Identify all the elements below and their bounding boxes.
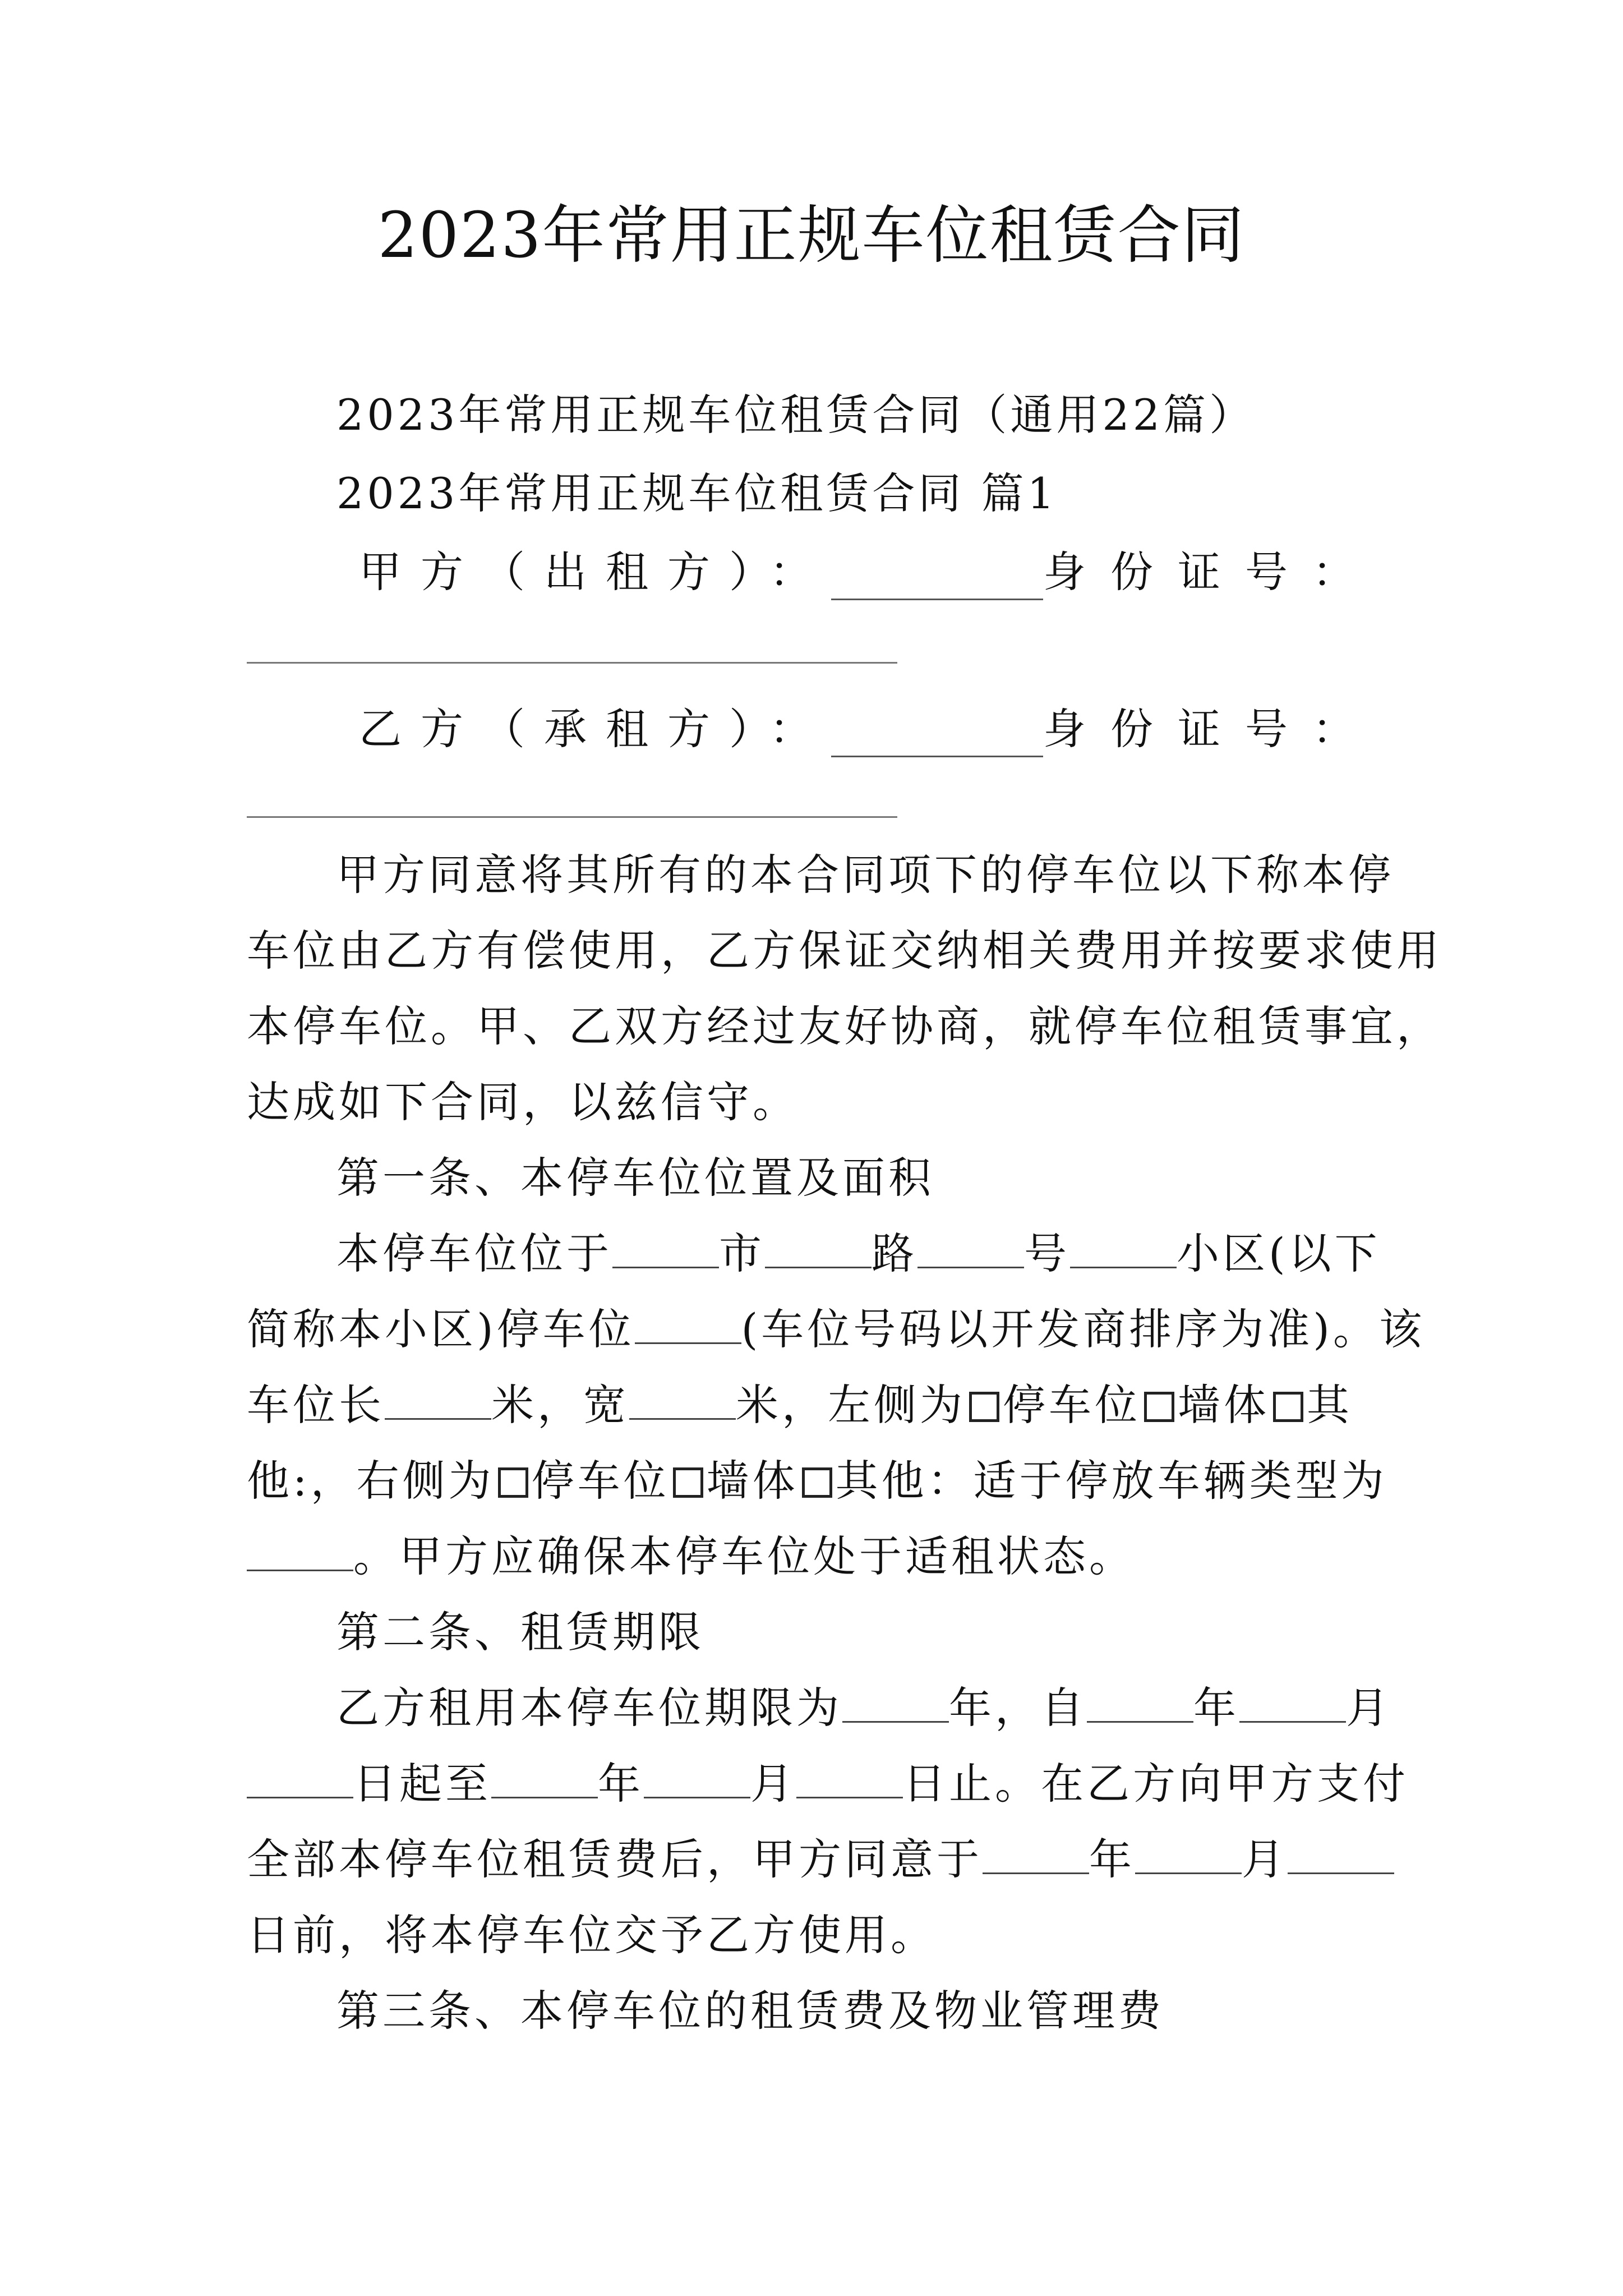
- term-years-blank[interactable]: [842, 1682, 949, 1723]
- right-other-checkbox[interactable]: [802, 1467, 832, 1498]
- text-segment: 其: [1307, 1380, 1353, 1430]
- party-a-id-label: 身份证号：: [1043, 547, 1380, 597]
- text-segment: 小区(以下: [1177, 1228, 1381, 1278]
- text-segment: 月: [750, 1759, 796, 1809]
- text-segment: 墙体: [706, 1456, 799, 1506]
- end-month-blank[interactable]: [644, 1757, 750, 1798]
- text-segment: 日起至: [353, 1759, 491, 1809]
- text-segment: 号: [1024, 1228, 1070, 1278]
- text-segment: 本停车位位于: [336, 1228, 612, 1278]
- party-a-id-blank[interactable]: [247, 662, 897, 664]
- text-segment: 年: [598, 1759, 644, 1809]
- party-a-row: [359, 544, 1380, 600]
- community-blank[interactable]: [1070, 1227, 1177, 1268]
- vehicle-type-blank[interactable]: [247, 1530, 353, 1571]
- text-segment: 墙体: [1178, 1380, 1270, 1430]
- text-segment: 其他：适于停放车辆类型为: [835, 1456, 1387, 1506]
- width-blank[interactable]: [629, 1379, 736, 1420]
- article-2-line-2: [247, 1756, 1409, 1812]
- party-b-id-label: 身份证号：: [1043, 704, 1380, 754]
- intro-line-4: 达成如下合同，以兹信守。: [247, 1077, 799, 1127]
- start-year-blank[interactable]: [1087, 1682, 1193, 1723]
- article-1-line-2: [247, 1301, 1425, 1358]
- text-segment: 年: [1089, 1834, 1135, 1884]
- space-number-blank[interactable]: [635, 1303, 741, 1344]
- text-segment: (车位号码以开发商排序为准)。该: [741, 1304, 1425, 1354]
- party-b-row: [359, 701, 1380, 757]
- article-1-line-1: [336, 1226, 1380, 1282]
- party-a-name-blank[interactable]: [831, 555, 1043, 600]
- text-segment: 停车位: [531, 1456, 670, 1506]
- text-segment: 米，左侧为: [736, 1380, 966, 1430]
- document-title: 2023年常用正规车位租赁合同: [377, 199, 1246, 272]
- party-b-name-blank[interactable]: [831, 712, 1043, 757]
- section-heading: 2023年常用正规车位租赁合同 篇1: [336, 468, 1058, 518]
- number-blank[interactable]: [917, 1227, 1024, 1268]
- text-segment: 乙方租用本停车位期限为: [336, 1683, 842, 1733]
- start-day-blank[interactable]: [247, 1757, 353, 1798]
- intro-line-1: 甲方同意将其所有的本合同项下的停车位以下称本停: [336, 850, 1394, 900]
- text-segment: 。甲方应确保本停车位处于适租状态。: [353, 1531, 1135, 1581]
- text-segment: 简称本小区)停车位: [247, 1304, 635, 1354]
- text-segment: 市: [719, 1228, 765, 1278]
- text-segment: 他:，右侧为: [247, 1456, 495, 1506]
- text-segment: 路: [872, 1228, 917, 1278]
- end-day-blank[interactable]: [796, 1757, 903, 1798]
- handover-month-blank[interactable]: [1135, 1833, 1242, 1874]
- article-1-heading: 第一条、本停车位位置及面积: [336, 1153, 934, 1203]
- text-segment: 停车位: [1003, 1380, 1141, 1430]
- article-2-line-4: 日前，将本停车位交予乙方使用。: [247, 1910, 937, 1960]
- article-2-heading: 第二条、租赁期限: [336, 1607, 704, 1657]
- article-1-line-5: [247, 1529, 1380, 1585]
- end-year-blank[interactable]: [491, 1757, 598, 1798]
- party-b-label: 乙方（承租方）：: [359, 704, 831, 754]
- text-segment: 年，自: [949, 1683, 1087, 1733]
- right-parking-checkbox[interactable]: [498, 1467, 528, 1498]
- intro-line-3: 本停车位。甲、乙双方经过友好协商，就停车位租赁事宜，: [247, 1001, 1442, 1051]
- text-segment: 月: [1346, 1683, 1392, 1733]
- text-segment: 月: [1242, 1834, 1288, 1884]
- handover-year-blank[interactable]: [983, 1833, 1089, 1874]
- text-segment: 全部本停车位租赁费后，甲方同意于: [247, 1834, 983, 1884]
- party-b-id-blank[interactable]: [247, 816, 897, 818]
- intro-line-2: 车位由乙方有偿使用，乙方保证交纳相关费用并按要求使用: [247, 926, 1442, 976]
- article-2-line-1: [336, 1680, 1392, 1736]
- left-wall-checkbox[interactable]: [1144, 1392, 1174, 1422]
- right-wall-checkbox[interactable]: [673, 1467, 703, 1498]
- subtitle: 2023年常用正规车位租赁合同（通用22篇）: [336, 390, 1256, 440]
- city-blank[interactable]: [612, 1227, 719, 1268]
- article-3-heading: 第三条、本停车位的租赁费及物业管理费: [336, 1986, 1164, 2036]
- text-segment: 车位长: [247, 1380, 385, 1430]
- party-a-label: 甲方（出租方）：: [359, 547, 831, 597]
- article-2-line-3: [247, 1832, 1380, 1888]
- left-parking-checkbox[interactable]: [969, 1392, 999, 1422]
- text-segment: 日止。在乙方向甲方支付: [903, 1759, 1409, 1809]
- start-month-blank[interactable]: [1239, 1682, 1346, 1723]
- text-segment: 米，宽: [491, 1380, 629, 1430]
- article-1-line-4: [247, 1453, 1387, 1509]
- text-segment: 年: [1193, 1683, 1239, 1733]
- article-1-line-3: [247, 1377, 1380, 1433]
- handover-day-blank[interactable]: [1288, 1833, 1394, 1874]
- road-blank[interactable]: [765, 1227, 872, 1268]
- length-blank[interactable]: [385, 1379, 491, 1420]
- left-other-checkbox[interactable]: [1273, 1392, 1303, 1422]
